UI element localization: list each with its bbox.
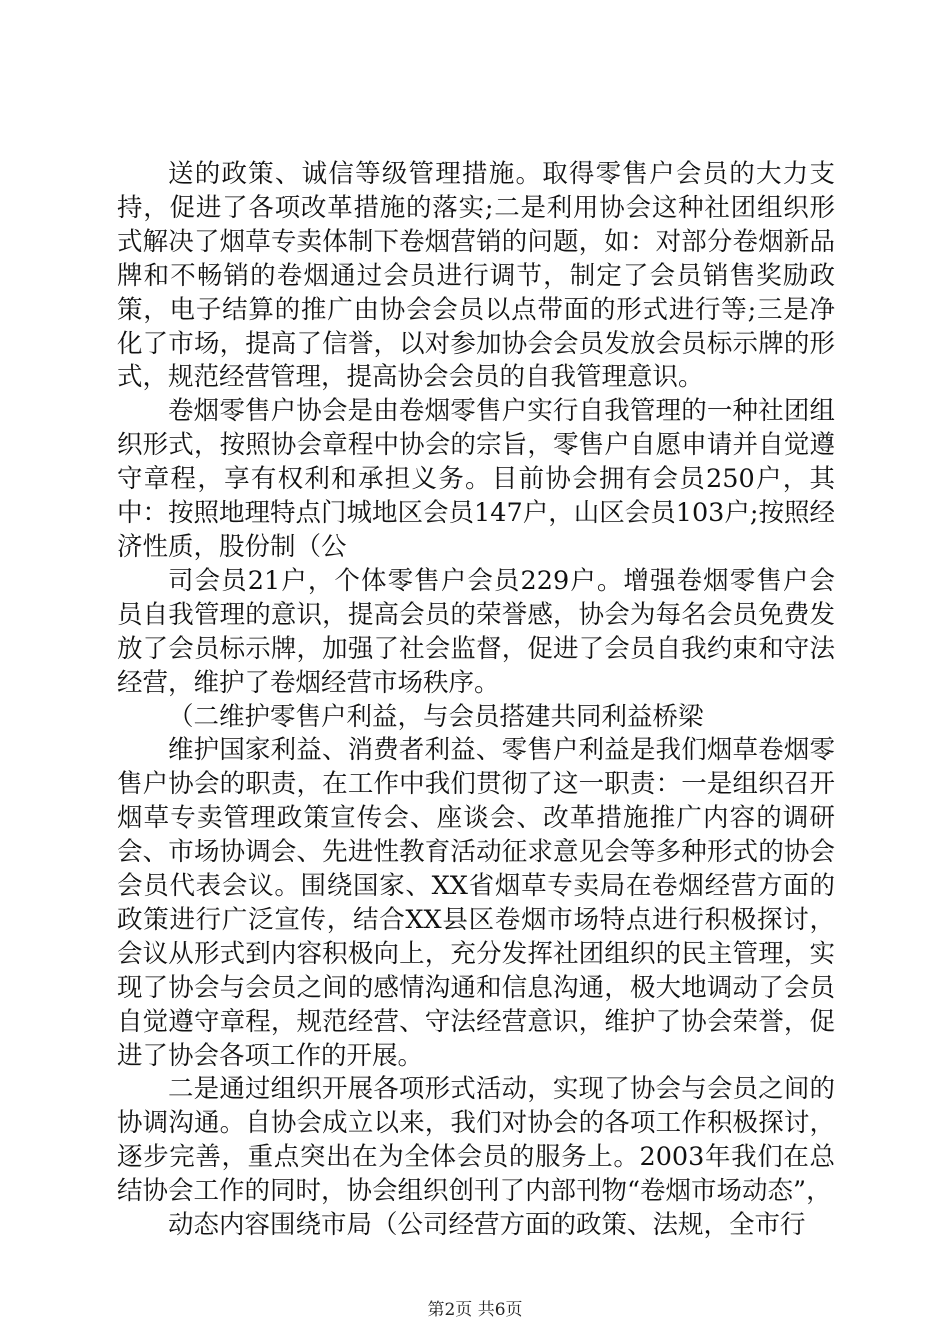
paragraph-2: 卷烟零售户协会是由卷烟零售户实行自我管理的一种社团组织形式，按照协会章程中协会的宗旨，零售户自愿申请并自觉遵守章程，享有权利和承担义务。目前协会拥有会员250户，其中：按照地理特点门城地区会员147户，山区会员103户;按照经济性质，股份制（公 — [117, 396, 835, 562]
paragraph-1: 送的政策、诚信等级管理措施。取得零售户会员的大力支持，促进了各项改革措施的落实;二是利用协会这种社团组织形式解决了烟草专卖体制下卷烟营销的问题，如：对部分卷烟新品牌和不畅销的卷烟通过会员进行调节，制定了会员销售奖励政策，电子结算的推广由协会会员以点带面的形式进行等;三是净化了市场，提高了信誉，以对参加协会会员发放会员标示牌的形式，规范经营管理，提高协会会员的自我管理意识。 — [117, 159, 835, 393]
body-text — [117, 158, 835, 1243]
page-footer — [0, 1300, 950, 1320]
paragraph-4-heading: （二维护零售户利益，与会员搭建共同利益桥梁 — [168, 701, 704, 732]
paragraph-6: 二是通过组织开展各项形式活动，实现了协会与会员之间的协调沟通。自协会成立以来，我们对协会的各项工作积极探讨，逐步完善，重点突出在为全体会员的服务上。2003年我们在总结协会工作的同时，协会组织创刊了内部刊物“卷烟市场动态”， — [117, 1074, 835, 1207]
paragraph-5: 维护国家利益、消费者利益、零售户利益是我们烟草卷烟零售户协会的职责，在工作中我们贯彻了这一职责：一是组织召开烟草专卖管理政策宣传会、座谈会、改革措施推广内容的调研会、市场协调会、先进性教育活动征求意见会等多种形式的协会会员代表会议。围绕国家、XX省烟草专卖局在卷烟经营方面的政策进行广泛宣传，结合XX县区卷烟市场特点进行积极探讨，会议从形式到内容积极向上，充分发挥社团组织的民主管理，实现了协会与会员之间的感情沟通和信息沟通，极大地调动了会员自觉遵守章程，规范经营、守法经营意识，维护了协会荣誉，促进了协会各项工作的开展。 — [117, 735, 835, 1071]
page-number: 第2页 共6页 — [427, 1300, 523, 1320]
paragraph-3: 司会员21户，个体零售户会员229户。增强卷烟零售户会员自我管理的意识，提高会员的荣誉感，协会为每名会员免费发放了会员标示牌，加强了社会监督，促进了会员自我约束和守法经营，维护了卷烟经营市场秩序。 — [117, 565, 835, 698]
paragraph-7: 动态内容围绕市局（公司经营方面的政策、法规，全市行 — [168, 1210, 806, 1241]
